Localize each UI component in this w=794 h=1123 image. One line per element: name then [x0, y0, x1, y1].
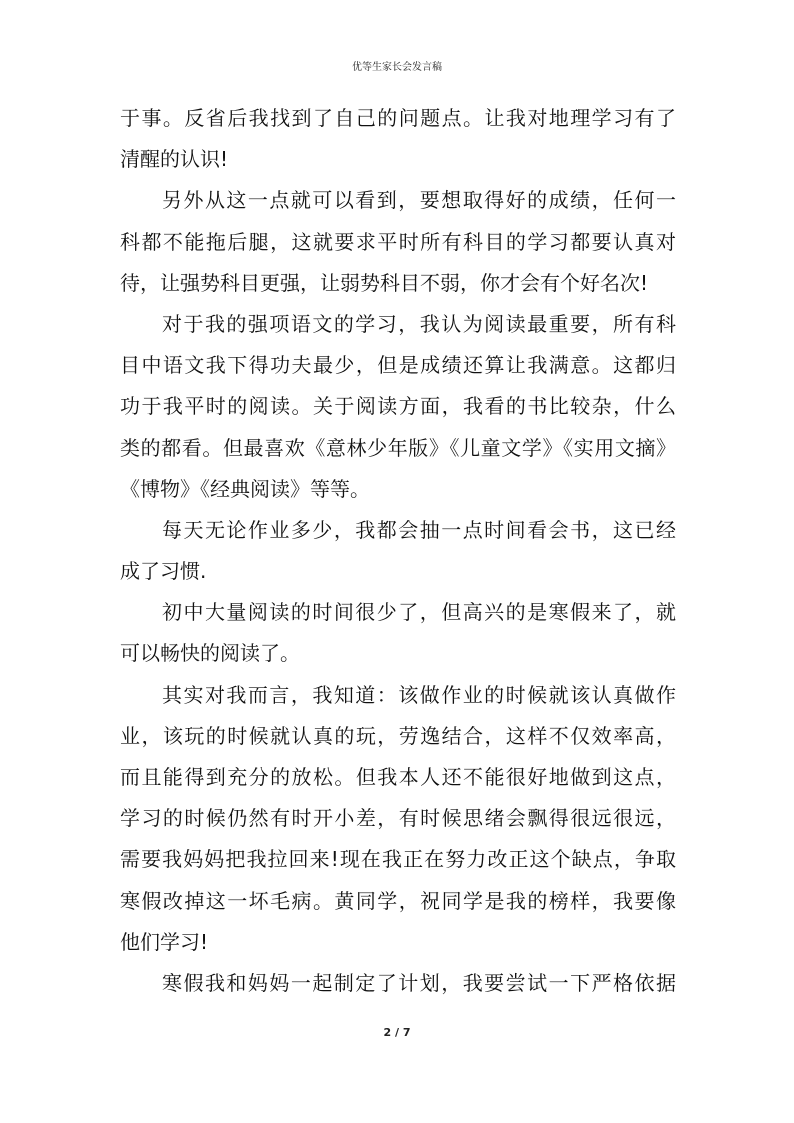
text-line: 学习的时候仍然有时开小差，有时候思绪会飘得很远很远， [120, 806, 676, 831]
page-number: 2 / 7 [383, 1026, 411, 1039]
text-line: 可以畅快的阅读了。 [120, 641, 300, 666]
text-line: 待，让强势科目更强，让弱势科目不弱，你才会有个好名次! [120, 270, 649, 295]
text-line: 寒假我和妈妈一起制定了计划，我要尝试一下严格依据 [162, 970, 676, 995]
text-line: 寒假改掉这一坏毛病。黄同学，祝同学是我的榜样，我要像 [120, 888, 676, 913]
text-line: 而且能得到充分的放松。但我本人还不能很好地做到这点， [120, 765, 676, 789]
text-line: 功于我平时的阅读。关于阅读方面，我看的书比较杂，什么 [120, 394, 676, 419]
document-body [120, 98, 676, 1004]
text-line: 类的都看。但最喜欢《意林少年版》《儿童文学》《实用文摘》 [120, 435, 676, 460]
text-line: 目中语文我下得功夫最少，但是成绩还算让我满意。这都归 [120, 353, 676, 378]
text-line: 他们学习! [120, 929, 209, 954]
text-line: 每天无论作业多少，我都会抽一点时间看会书，这已经 [162, 517, 676, 542]
text-line: 业，该玩的时候就认真的玩，劳逸结合，这样不仅效率高， [120, 723, 676, 748]
page-header-title: 优等生家长会发言稿 [352, 62, 442, 73]
text-line: 成了习惯. [120, 559, 207, 584]
text-line: 需要我妈妈把我拉回来!现在我正在努力改正这个缺点，争取 [120, 847, 676, 872]
text-line: 其实对我而言，我知道：该做作业的时候就该认真做作 [162, 682, 676, 707]
text-line: 《博物》《经典阅读》等等。 [120, 476, 370, 501]
text-line: 清醒的认识! [120, 147, 229, 172]
text-line: 对于我的强项语文的学习，我认为阅读最重要，所有科 [162, 311, 676, 336]
text-line: 于事。反省后我找到了自己的问题点。让我对地理学习有了 [120, 106, 676, 130]
text-line: 初中大量阅读的时间很少了，但高兴的是寒假来了，就 [162, 600, 676, 625]
text-line: 另外从这一点就可以看到，要想取得好的成绩，任何一 [162, 188, 676, 213]
text-line: 科都不能拖后腿，这就要求平时所有科目的学习都要认真对 [120, 229, 676, 254]
